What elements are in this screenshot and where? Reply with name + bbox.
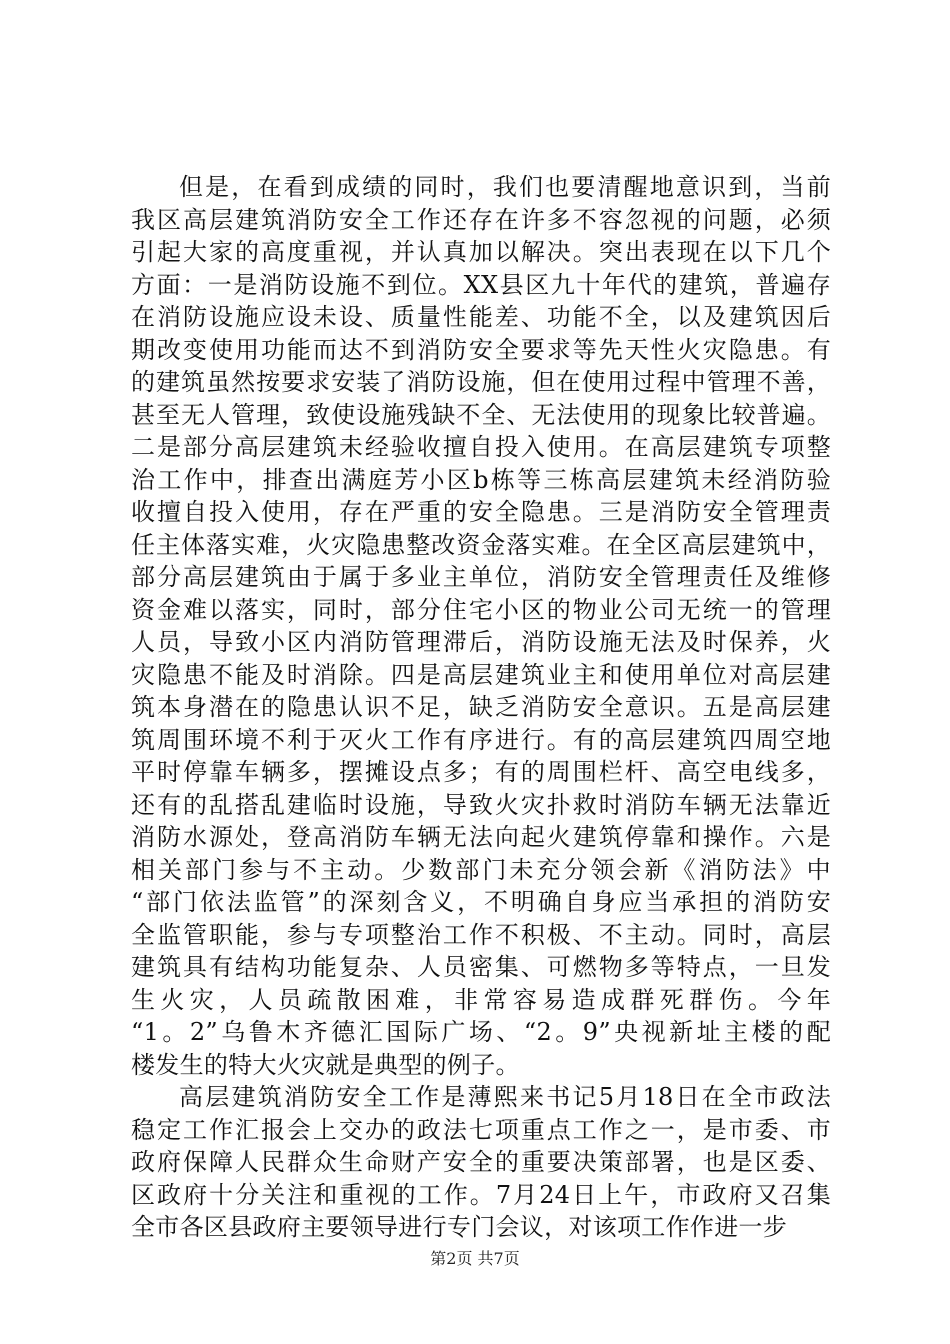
text-line: 楼发生的特大火灾就是典型的例子。 <box>131 1050 520 1079</box>
text-line: 方面：一是消防设施不到位。XX县区九十年代的建筑，普遍存 <box>131 270 831 299</box>
text-line: 高层建筑消防安全工作是薄熙来书记5月18日在全市政法 <box>179 1083 831 1111</box>
text-line: 引起大家的高度重视，并认真加以解决。突出表现在以下几个 <box>131 238 831 266</box>
text-line: 甚至无人管理，致使设施残缺不全、无法使用的现象比较普遍。 <box>131 400 831 429</box>
text-line: 二是部分高层建筑未经验收擅自投入使用。在高层建筑专项整 <box>131 433 831 461</box>
text-line: 生火灾，人员疏散困难，非常容易造成群死群伤。今年 <box>131 985 831 1014</box>
text-line: “部门依法监管”的深刻含义，不明确自身应当承担的消防安 <box>131 888 831 916</box>
paragraph <box>131 171 831 1081</box>
text-line: 的建筑虽然按要求安装了消防设施，但在使用过程中管理不善， <box>131 368 831 396</box>
text-line: 灾隐患不能及时消除。四是高层建筑业主和使用单位对高层建 <box>131 660 831 689</box>
page-footer: 第2页 共7页 <box>430 1249 520 1268</box>
text-line: 全市各区县政府主要领导进行专门会议，对该项工作作进一步 <box>131 1213 788 1241</box>
body-text <box>131 171 831 1244</box>
text-line: “1。2”乌鲁木齐德汇国际广场、“2。9”央视新址主楼的配 <box>131 1018 831 1046</box>
paragraph <box>131 1081 831 1244</box>
text-line: 建筑具有结构功能复杂、人员密集、可燃物多等特点，一旦发 <box>131 953 831 981</box>
text-line: 政府保障人民群众生命财产安全的重要决策部署，也是区委、 <box>131 1148 831 1176</box>
text-line: 区政府十分关注和重视的工作。7月24日上午，市政府又召集 <box>131 1180 831 1209</box>
text-line: 还有的乱搭乱建临时设施，导致火灾扑救时消防车辆无法靠近 <box>131 790 831 819</box>
text-line: 部分高层建筑由于属于多业主单位，消防安全管理责任及维修 <box>131 563 831 591</box>
text-line: 消防水源处，登高消防车辆无法向起火建筑停靠和操作。六是 <box>131 823 831 851</box>
text-line: 治工作中，排查出满庭芳小区b栋等三栋高层建筑未经消防验 <box>131 465 831 494</box>
text-line: 任主体落实难，火灾隐患整改资金落实难。在全区高层建筑中， <box>131 530 831 559</box>
text-line: 我区高层建筑消防安全工作还存在许多不容忽视的问题，必须 <box>131 205 831 234</box>
text-line: 平时停靠车辆多，摆摊设点多；有的周围栏杆、高空电线多， <box>131 758 831 786</box>
text-line: 但是，在看到成绩的同时，我们也要清醒地意识到，当前 <box>179 173 831 201</box>
text-line: 筑周围环境不利于灭火工作有序进行。有的高层建筑四周空地 <box>131 725 831 754</box>
text-line: 资金难以落实，同时，部分住宅小区的物业公司无统一的管理 <box>131 595 831 624</box>
text-line: 全监管职能，参与专项整治工作不积极、不主动。同时，高层 <box>131 920 831 949</box>
text-line: 稳定工作汇报会上交办的政法七项重点工作之一，是市委、市 <box>131 1115 831 1144</box>
text-line: 筑本身潜在的隐患认识不足，缺乏消防安全意识。五是高层建 <box>131 693 831 721</box>
text-line: 人员，导致小区内消防管理滞后，消防设施无法及时保养，火 <box>131 628 831 656</box>
text-line: 相关部门参与不主动。少数部门未充分领会新《消防法》中 <box>131 855 831 884</box>
text-line: 在消防设施应设未设、质量性能差、功能不全，以及建筑因后 <box>131 303 831 331</box>
text-line: 期改变使用功能而达不到消防安全要求等先天性火灾隐患。有 <box>131 335 831 364</box>
text-line: 收擅自投入使用，存在严重的安全隐患。三是消防安全管理责 <box>131 498 831 526</box>
